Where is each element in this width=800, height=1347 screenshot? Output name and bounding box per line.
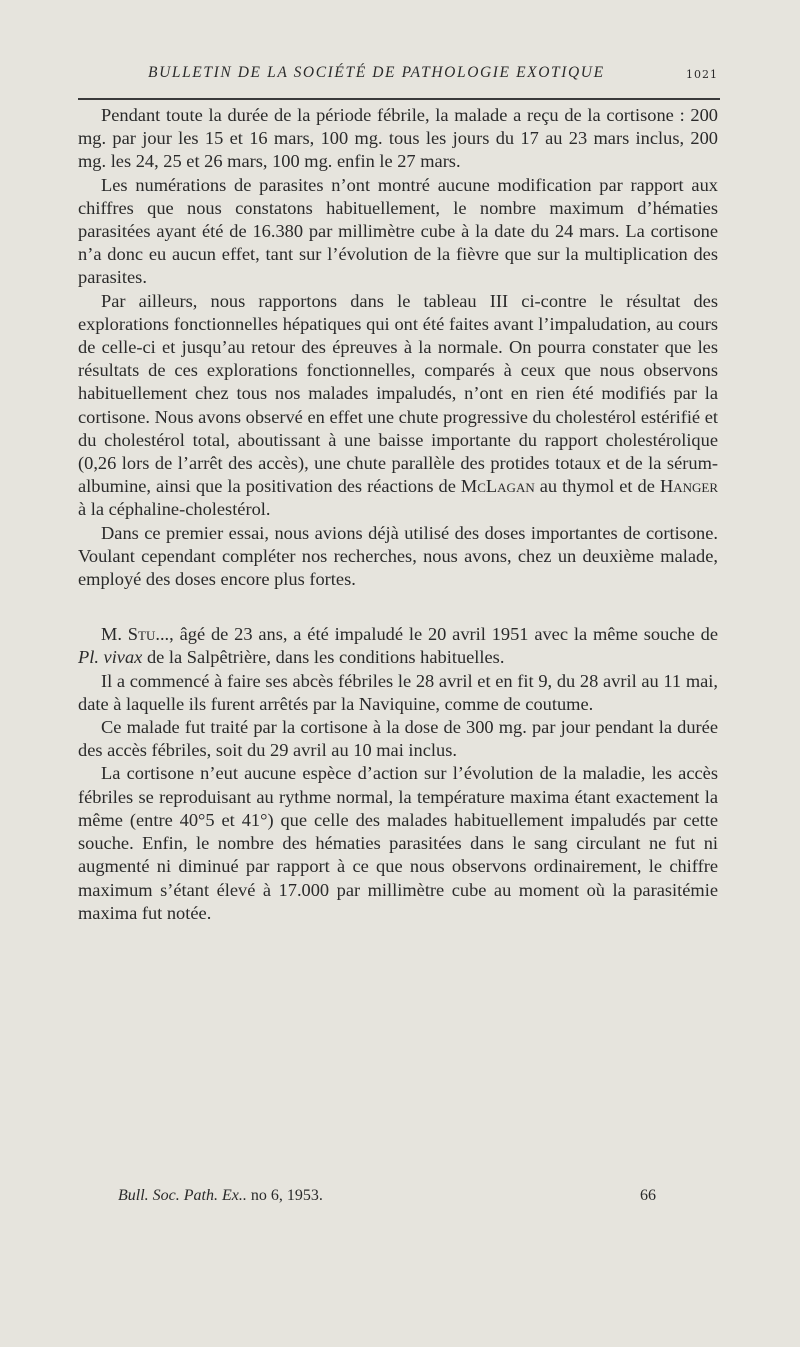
author-name-mclagan: McLagan (460, 476, 535, 497)
paragraph-second-patient (78, 623, 718, 669)
body-text (78, 104, 718, 925)
text-run: ..., âgé de 23 ans, a été impaludé le 20 avril 1951 avec la même souche de (155, 624, 718, 645)
journal-abbrev: Bull. Soc. Path. Ex.. (118, 1187, 247, 1204)
species-name: Pl. vivax (78, 647, 143, 668)
text-run: de la Salpêtrière, dans les conditions habituelles. (142, 647, 505, 668)
running-title: BULLETIN DE LA SOCIÉTÉ DE PATHOLOGIE EXOTIQUE (148, 64, 605, 81)
patient-name: Stu (127, 624, 156, 645)
paragraph-first-trial: Dans ce premier essai, nous avions déjà utilisé des doses importantes de cortisone. Voulant cependant compléter nos recherches, nous avons, chez un deuxième malade, employé des doses encore plus fortes. (78, 522, 718, 590)
text-run: à la céphaline-cholestérol. (78, 499, 271, 520)
paragraph-febrile-attacks: Il a commencé à faire ses abcès fébriles le 28 avril et en fit 9, du 28 avril au 11 mai, date à laquelle ils furent arrêtés par la Naviquine, comme de coutume. (78, 670, 718, 714)
paragraph-results: La cortisone n’eut aucune espèce d’action sur l’évolution de la maladie, les accès fébriles se reproduisant au rythme normal, la température maxima étant exactement la même (entre 40°5 et 41°) que celle des malades habituellement impaludés par cette souche. Enfin, le nombre des hématies parasitées dans le sang circulant ne fut ni augmenté ni diminué par rapport à ce que nous observons ordinairement, le chiffre maximum s’étant élevé à 17.000 par millimètre cube au moment où la parasitémie maxima fut notée. (78, 763, 718, 923)
paragraph-parasite-counts: Les numérations de parasites n’ont montré aucune modification par rapport aux chiffres que nous constatons habituellement, le nombre maximum d’hématies parasitées ayant été de 16.380 par millimètre cube à la date du 24 mars. La cortisone n’a donc eu aucun effet, tant sur l’évolution de la fièvre que sur la multiplication des parasites. (78, 174, 718, 288)
journal-reference (118, 1187, 323, 1205)
page-footer (78, 1187, 718, 1211)
paragraph-liver-function (78, 290, 718, 522)
author-name-hanger: Hanger (659, 476, 719, 497)
page-number: 1021 (686, 68, 718, 81)
running-header (78, 62, 720, 100)
paragraph-cortisone-dosage: Pendant toute la durée de la période fébrile, la malade a reçu de la cortisone : 200 mg. par jour les 15 et 16 mars, 100 mg. tous les jours du 17 au 23 mars inclus, 200 mg. les 24, 25 et 26 mars, 100 mg. enfin le 27 mars. (78, 105, 718, 172)
journal-issue: no 6, 1953. (246, 1187, 323, 1204)
text-run: Par ailleurs, nous rapportons dans le tableau III ci-contre le résultat des explorations fonctionnelles hépatiques qui ont été faites avant l’impaludation, au cours de celle-ci et jusqu’au retour des épreuves à la normale. On pourra constater que les résultats de ces explorations fonctionnelles, comparés à ceux que nous observons habituellement chez tous nos malades impaludés, n’ont en rien été modifiés par la cortisone. Nous avons observé en effet une chute progressive du cholestérol estérifié et du cholestérol total, aboutissant à une baisse importante du rapport cholestérolique (0,26 lors de l’arrêt des accès), une chute parallèle des protides totaux et de la sérum-albumine, ainsi que la positivation des réactions de (78, 290, 718, 497)
signature-mark: 66 (640, 1187, 656, 1204)
text-run: M. (101, 624, 128, 645)
text-run: au thymol et de (534, 476, 660, 497)
paragraph-treatment: Ce malade fut traité par la cortisone à la dose de 300 mg. par jour pendant la durée des accès fébriles, soit du 29 avril au 10 mai inclus. (78, 717, 718, 761)
